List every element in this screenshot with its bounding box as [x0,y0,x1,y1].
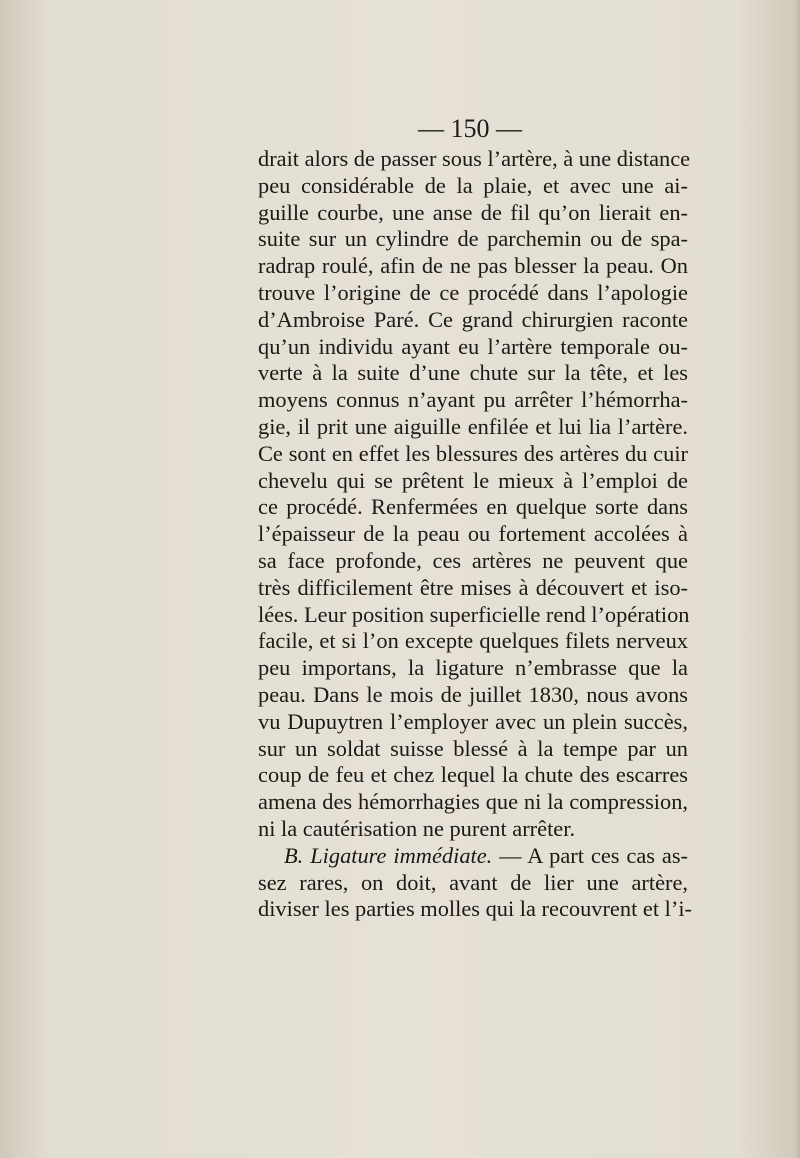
text-line: chevelu qui se prêtent le mieux à l’emploi de [258,467,688,493]
text-line: lées. Leur position superficielle rend l’opération [258,601,690,627]
text-line: diviser les parties molles qui la recouvrent et l’i- [258,896,692,922]
text-line: coup de feu et chez lequel la chute des escarres [258,762,688,788]
page-edge [794,0,800,1158]
text-line: moyens connus n’ayant pu arrêter l’hémorrha- [258,387,688,413]
text-line: sez rares, on doit, avant de lier une artère, [258,869,688,895]
text-line: gie, il prit une aiguille enfilée et lui lia l’artère. [258,413,688,439]
text-line: drait alors de passer sous l’artère, à une distance [258,146,691,171]
text-line: peau. Dans le mois de juillet 1830, nous avons [258,681,688,707]
text-line: qu’un individu ayant eu l’artère temporale ou- [258,333,688,359]
text-line: sur un soldat suisse blessé à la tempe par un [258,735,688,761]
text-line: guille courbe, une anse de fil qu’on lierait en- [258,199,688,225]
text-line: sa face profonde, ces artères ne peuvent que [258,547,688,573]
text-line: l’épaisseur de la peau ou fortement accolées à [258,521,688,547]
text-line: peu considérable de la plaie, et avec une ai- [258,172,688,198]
body-text [258,146,692,923]
text-line: ni la cautérisation ne purent arrêter. [258,815,576,841]
text-line: ce procédé. Renfermées en quelque sorte dans [258,494,688,520]
text-line: vu Dupuytren l’employer avec un plein succès, [258,708,688,734]
text-line: très difficilement être mises à découvert et iso- [258,574,688,600]
text-line: amena des hémorrhagies que ni la compression, [258,789,688,815]
text-line: peu importans, la ligature n’embrasse que la [258,655,688,681]
section-heading-line [258,843,688,870]
text-line: trouve l’origine de ce procédé dans l’apologie [258,279,688,305]
section-heading: B. Ligature immédiate. [284,842,493,868]
text-line: Ce sont en effet les blessures des artères du cuir [258,440,688,466]
text-line: suite sur un cylindre de parchemin ou de spa- [258,226,688,252]
text-line: facile, et si l’on excepte quelques filets nerveux [258,628,688,654]
text-line: radrap roulé, afin de ne pas blesser la peau. On [258,253,688,279]
text-line: d’Ambroise Paré. Ce grand chirurgien raconte [258,306,688,332]
section-heading-rest: — A part ces cas as- [492,842,689,868]
page-number: — 150 — [418,114,522,143]
text-line: verte à la suite d’une chute sur la tête, et les [258,360,688,386]
